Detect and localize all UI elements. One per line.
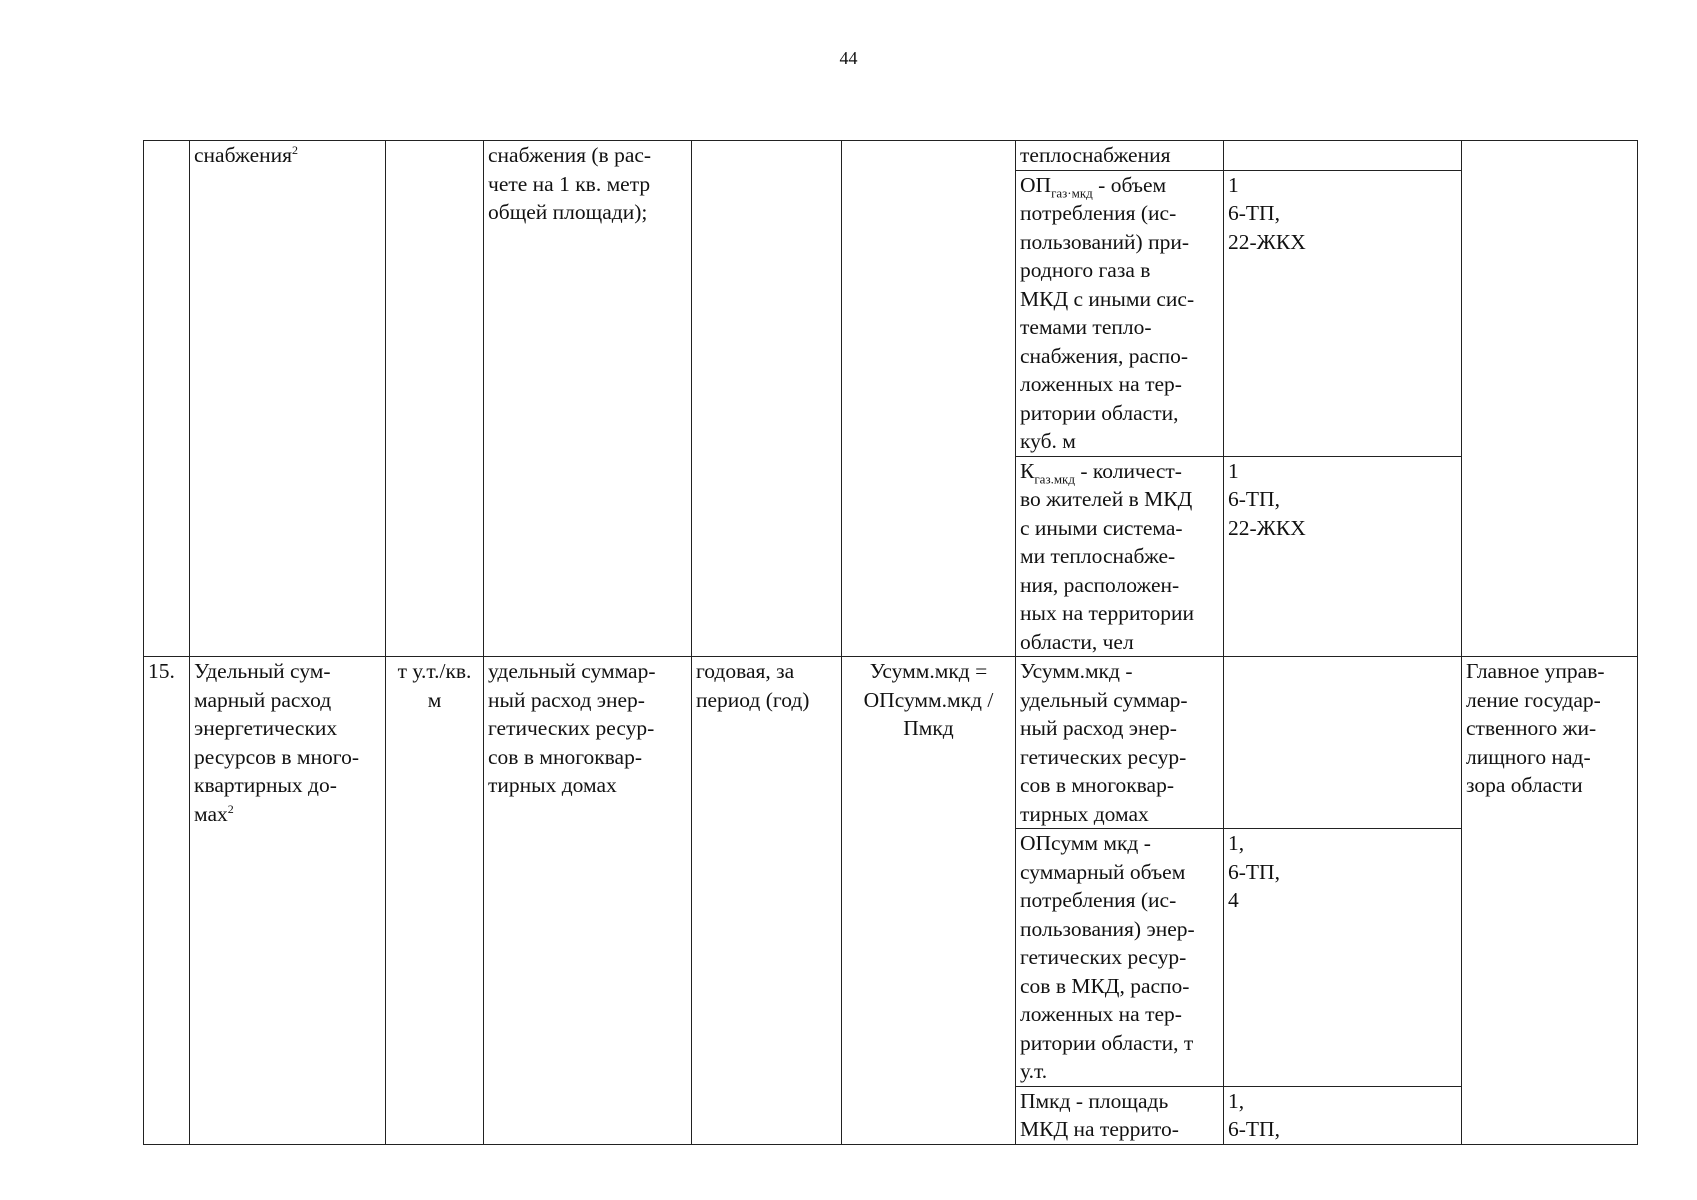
cell-indicator: Удельный сум- марный расход энергетических ресурсов в много- квартирных до- мах$^2$ [190,657,386,1145]
cell-source: 1, 6-ТП, 4 [1224,829,1462,1087]
cell-number [144,141,190,657]
page-number: 44 [839,48,858,68]
cell-source: 1, 6-ТП, [1224,1086,1462,1144]
cell-unit: т у.т./кв. м [386,657,484,1145]
cell-definition: снабжения (в рас- чете на 1 кв. метр общей площади); [484,141,692,657]
cell-variable: теплоснабжения [1016,141,1224,171]
table-row [144,657,1638,829]
cell-unit [386,141,484,657]
indicators-table [143,140,1638,1145]
cell-responsible [1462,141,1638,657]
cell-variable: $ОП_{газ\cdot мкд}$ - объем потребления (ис- пользований) при- родного газа в МКД с иными сис- темами тепло- снабжения, распо- ложенных на тер- ритории области, куб. м [1016,170,1224,456]
cell-formula: Усумм.мкд = ОПсумм.мкд / Пмкд [842,657,1016,1145]
table-row [144,141,1638,171]
cell-source: 1 6-ТП, 22-ЖКХ [1224,456,1462,657]
cell-variable: $К_{газ.мкд}$ - количест- во жителей в МКД с иными система- ми теплоснабже- ния, расположен- ных на территории области, чел [1016,456,1224,657]
cell-source [1224,657,1462,829]
cell-indicator: снабжения$^2$ [190,141,386,657]
cell-formula [842,141,1016,657]
cell-variable: Пмкд - площадь МКД на террито- [1016,1086,1224,1144]
cell-source [1224,141,1462,171]
cell-responsible: Главное управ- ление государ- ственного жи- лищного над- зора области [1462,657,1638,1145]
cell-definition: удельный суммар- ный расход энер- гетических ресур- сов в многоквар- тирных домах [484,657,692,1145]
cell-periodicity: годовая, за период (год) [692,657,842,1145]
cell-variable: Усумм.мкд - удельный суммар- ный расход энер- гетических ресур- сов в многоквар- тирных домах [1016,657,1224,829]
cell-periodicity [692,141,842,657]
cell-variable: ОПсумм мкд - суммарный объем потребления (ис- пользования) энер- гетических ресур- сов в МКД, распо- ложенных на тер- ритории области, т у.т. [1016,829,1224,1087]
cell-source: 1 6-ТП, 22-ЖКХ [1224,170,1462,456]
cell-number: 15. [144,657,190,1145]
